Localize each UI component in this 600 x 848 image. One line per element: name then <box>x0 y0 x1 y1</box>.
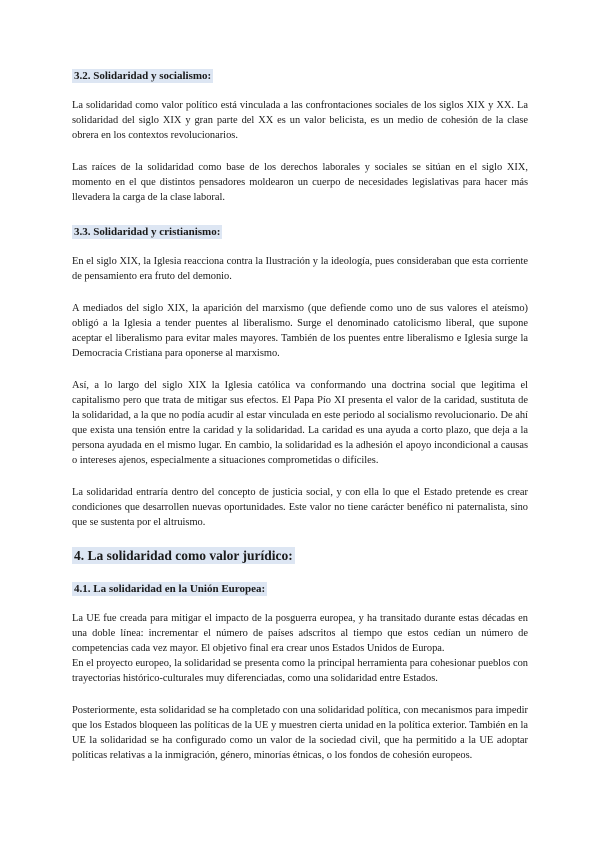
paragraph: Las raíces de la solidaridad como base de los derechos laborales y sociales se sitúan en el siglo XIX, momento en el que distintos pensadores moldearon un cuerpo de necesidades legislativas para hacer más llevadera la carga de la clase laboral. <box>72 162 528 203</box>
paragraph: En el proyecto europeo, la solidaridad se presenta como la principal herramienta para cohesionar pueblos con trayectorias histórico-culturales muy diferenciadas, como una solidaridad entre Estados. <box>72 658 528 684</box>
paragraph: La solidaridad como valor político está vinculada a las confrontaciones sociales de los siglos XIX y XX. La solidaridad del siglo XIX y gran parte del XX es un valor belicista, es un medio de cohesión de la clase obrera en los contextos revolucionarios. <box>72 100 528 141</box>
paragraph: Así, a lo largo del siglo XIX la Iglesia católica va conformando una doctrina social que legitima el capitalismo pero que trata de mitigar sus efectos. El Papa Pío XI presenta el valor de la caridad, sustituta de la solidaridad, a la que no podía acudir al estar vinculada en este periodo al socialismo revolucionario. De ahí que exista una tensión entre la caridad y la solidaridad. La caridad es una ayuda a corto plazo, que deja a la persona ayudada en el mismo lugar. En cambio, la solidaridad es la adhesión el apoyo incondicional a causas o intereses ajenos, especialmente a situaciones comprometidas o difíciles. <box>72 380 528 466</box>
paragraph: En el siglo XIX, la Iglesia reacciona contra la Ilustración y la ideología, pues consideraban que esta corriente de pensamiento era fruto del demonio. <box>72 256 528 282</box>
paragraph: La UE fue creada para mitigar el impacto de la posguerra europea, y ha transitado durante estas décadas en una doble línea: incrementar el número de países adscritos al tiempo que estos cedían un número de competencias cada vez mayor. El objetivo final era crear unos Estados Unidos de Europa. <box>72 613 528 654</box>
subsection-heading-union-europea: 4.1. La solidaridad en la Unión Europea: <box>74 583 266 595</box>
document-page <box>72 66 528 763</box>
paragraph: Posteriormente, esta solidaridad se ha completado con una solidaridad política, con mecanismos para impedir que los Estados bloqueen las políticas de la UE y muestren cierta unidad en la política exterior. También en la UE la solidaridad se ha configurado como un valor de la sociedad civil, que ha permitido a la UE adoptar políticas relativas a la inmigración, género, minorías étnicas, o los fondos de cohesión europeos. <box>72 705 528 761</box>
paragraph: A mediados del siglo XIX, la aparición del marxismo (que defiende como uno de sus valores el ateísmo) obligó a la Iglesia a tender puentes al liberalismo. Surge el denominado catolicismo liberal, que supone aceptar el liberalismo para evitar males mayores. También de los puentes entre liberalismo e Iglesia surge la Democracia Cristiana para oponerse al marxismo. <box>72 303 528 359</box>
section-heading-solidaridad-cristianismo: 3.3. Solidaridad y cristianismo: <box>74 226 221 238</box>
main-heading-valor-juridico: 4. La solidaridad como valor jurídico: <box>74 548 293 563</box>
section-heading-solidaridad-socialismo: 3.2. Solidaridad y socialismo: <box>74 70 212 82</box>
paragraph: La solidaridad entraría dentro del concepto de justicia social, y con ella lo que el Estado pretende es crear condiciones que desarrollen nuevas oportunidades. Este valor no tiene carácter benéfico ni paternalista, sino que se sustenta por el altruismo. <box>72 487 528 528</box>
